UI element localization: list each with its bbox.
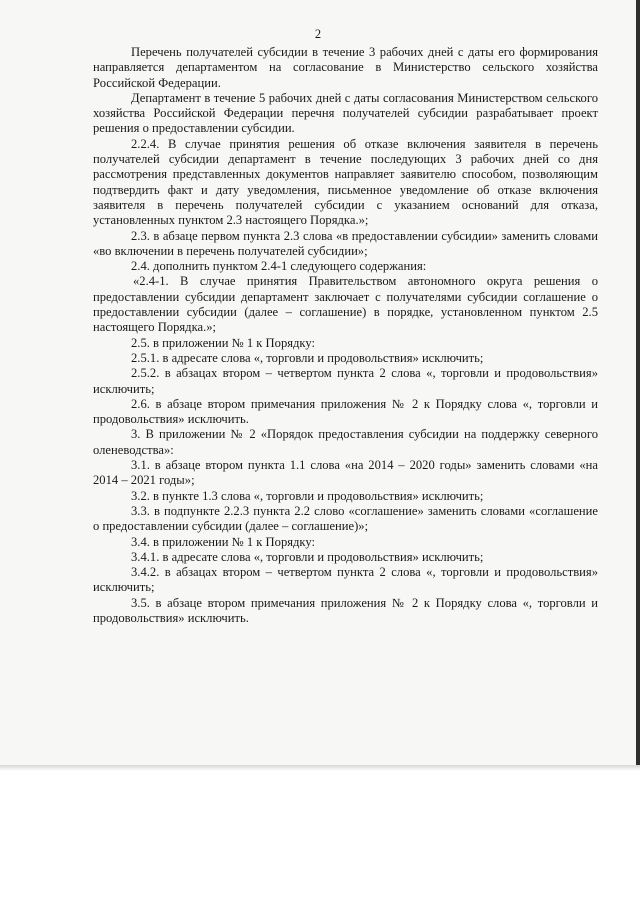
paragraph: 3.2. в пункте 1.3 слова «, торговли и продовольствия» исключить; [131, 488, 484, 503]
paragraph: 2.3. в абзаце первом пункта 2.3 слова «в предоставлении субсидии» заменить словами «во включении в перечень получателей субсидии»; [93, 228, 598, 258]
paragraph: 3.4. в приложении № 1 к Порядку: [131, 534, 316, 549]
paragraph: 2.6. в абзаце втором примечания приложения № 2 к Порядку слова «, торговли и продовольствия» исключить. [93, 396, 598, 427]
paragraph: Перечень получателей субсидии в течение 3 рабочих дней с даты его формирования направляется департаментом на согласование в Министерство сельского хозяйства Российской Федерации. [93, 45, 598, 90]
paragraph: 3. В приложении № 2 «Порядок предоставления субсидии на поддержку северного оленеводства»: [93, 427, 598, 457]
paragraph: 3.1. в абзаце втором пункта 1.1 слова «на 2014 – 2020 годы» заменить словами «на 2014 – 2021 годы»; [93, 458, 598, 488]
paragraph: 3.4.2. в абзацах втором – четвертом пункта 2 слова «, торговли и продовольствия» исключить; [93, 565, 598, 595]
paragraph: 3.3. в подпункте 2.2.3 пункта 2.2 слово «соглашение» заменить словами «соглашение о предоставлении субсидии (далее – соглашение)»; [93, 503, 598, 534]
paragraph: 2.5.1. в адресате слова «, торговли и продовольствия» исключить; [131, 350, 484, 365]
page-number: 2 [314, 27, 322, 41]
paragraph: «2.4-1. В случае принятия Правительством автономного округа решения о предоставлении субсидии департамент заключает с получателями субсидии соглашение о предоставлении субсидии (далее – соглашение) в порядке, установленном пунктом 2.5 настоящего Порядка.»; [93, 274, 598, 335]
document-body [93, 45, 598, 626]
scan-edge-shadow [0, 765, 640, 771]
paragraph: 3.5. в абзаце втором примечания приложения № 2 к Порядку слова «, торговли и продовольствия» исключить. [93, 595, 598, 625]
paragraph: 2.5.2. в абзацах втором – четвертом пункта 2 слова «, торговли и продовольствия» исключить; [93, 366, 598, 396]
paragraph: 2.4. дополнить пунктом 2.4-1 следующего содержания: [131, 259, 427, 274]
paragraph: 2.2.4. В случае принятия решения об отказе включения заявителя в перечень получателей субсидии департамент в течение последующих 3 рабочих дней со дня рассмотрения представленных документов направляет заявителю способом, позволяющим подтвердить факт и дату уведомления, письменное уведомление об отказе включения заявителя в перечень получателей субсидии с указанием оснований для отказа, установленных пунктом 2.3 настоящего Порядка.»; [93, 136, 598, 228]
paragraph: 2.5. в приложении № 1 к Порядку: [131, 335, 316, 350]
paragraph: 3.4.1. в адресате слова «, торговли и продовольствия» исключить; [131, 549, 484, 564]
paragraph: Департамент в течение 5 рабочих дней с даты согласования Министерством сельского хозяйства Российской Федерации перечня получателей субсидии разрабатывает проект решения о предоставлении субсидии. [93, 90, 598, 136]
